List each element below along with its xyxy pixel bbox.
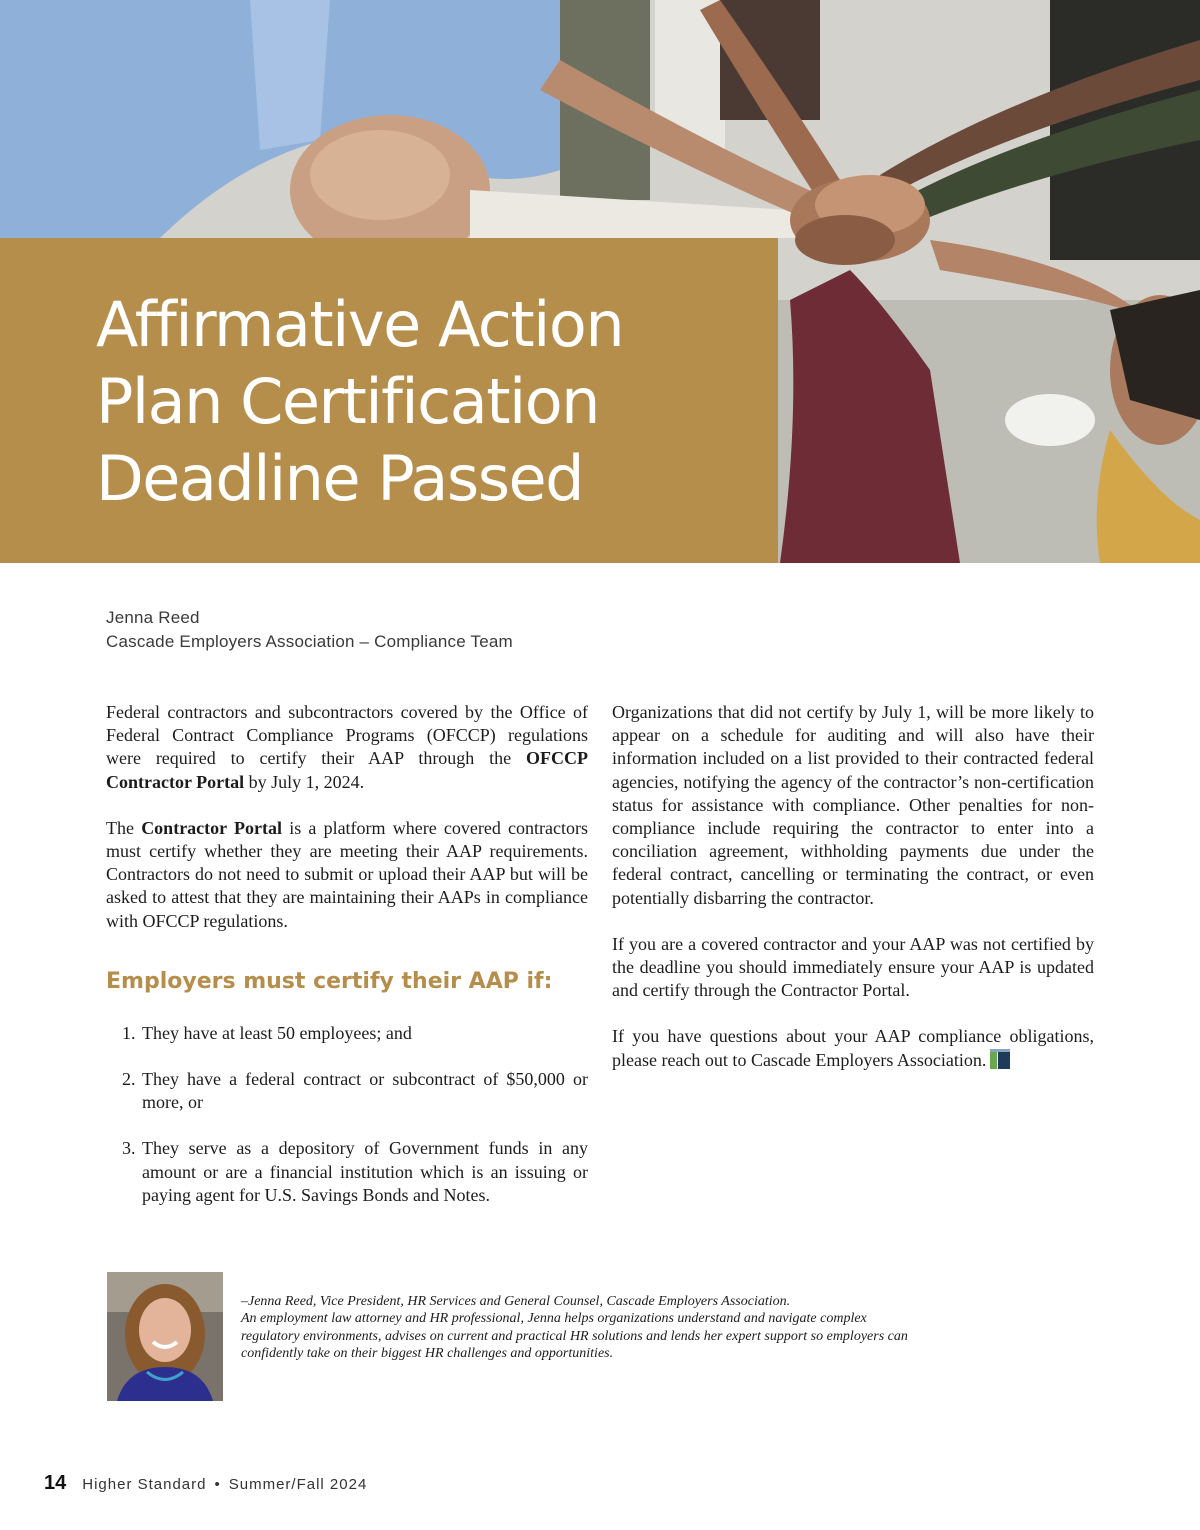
bio-line: An employment law attorney and HR professional, Jenna helps organizations understand and navigate complex	[241, 1311, 867, 1327]
author-photo	[107, 1272, 223, 1401]
text-run: If you have questions about your AAP compliance obligations, please reach out to Cascade Employers Association.	[612, 1026, 1094, 1070]
intro-paragraph	[106, 701, 588, 794]
action-paragraph: If you are a covered contractor and your AAP was not certified by the deadline you should immediately ensure your AAP is updated and certify through the Contractor Portal.	[612, 933, 1094, 1001]
issue-label: Summer/Fall 2024	[228, 1476, 368, 1493]
list-text: They serve as a depository of Government funds in any amount or are a financial institution which is an issuing or paying agent for U.S. Savings Bonds and Notes.	[142, 1138, 588, 1205]
list-text: They have a federal contract or subcontract of $50,000 or more, or	[142, 1069, 588, 1113]
page-footer	[44, 1472, 367, 1495]
byline	[106, 606, 513, 654]
text-run: is a platform where covered contractors must certify whether they are meeting their AAP requirements. Contractors do not need to submit or upload their AAP but will be asked to attest that they are maintaining their AAPs in compliance with OFCCP regulations.	[106, 817, 589, 931]
bio-line: –Jenna Reed, Vice President, HR Services and General Counsel, Cascade Employers Association.	[241, 1294, 791, 1309]
text-run: Federal contractors and subcontractors covered by the Office of Federal Contract Compliance Programs (OFCCP) regulations were required to certify their AAP through the	[106, 702, 588, 769]
text-run: The	[106, 817, 142, 838]
title-line: Deadline Passed	[96, 442, 584, 515]
list-text: They have at least 50 employees; and	[142, 1022, 412, 1043]
author-bio	[241, 1293, 1041, 1363]
right-column	[612, 701, 1094, 1095]
portal-name: OFCCP Contractor Portal	[106, 748, 588, 792]
publication-name: Higher Standard	[82, 1476, 207, 1493]
portal-name: Contractor Portal	[141, 817, 282, 838]
contact-paragraph	[612, 1025, 1094, 1071]
penalties-paragraph: Organizations that did not certify by July 1, will be more likely to appear on a schedule for auditing and will also have their information included on a list provided to their contracted federal agencies, notifying the agency of the contractor’s non-certification status for assistance with compliance. Other penalties for non-compliance include requiring the contractor to enter into a conciliation agreement, withholding payments due under the federal contract, cancelling or terminating the contract, or even potentially disbarring the contractor.	[612, 702, 1094, 908]
title-line: Affirmative Action	[96, 288, 624, 361]
list-item	[106, 1022, 588, 1045]
requirements-heading: Employers must certify their AAP if:	[106, 968, 553, 994]
separator-bullet: •	[214, 1476, 221, 1493]
requirements-list	[106, 1022, 588, 1207]
author-organization: Cascade Employers Association – Compliance Team	[106, 632, 513, 651]
left-column	[106, 701, 588, 1230]
list-item	[106, 1137, 588, 1207]
title-line: Plan Certification	[96, 365, 599, 438]
text-run: by July 1, 2024.	[244, 771, 365, 792]
page-number: 14	[44, 1472, 67, 1494]
list-item	[106, 1068, 588, 1114]
bio-line: regulatory environments, advises on current and practical HR solutions and lends her expert support so employers can	[241, 1328, 908, 1344]
list-number: 3.	[122, 1138, 136, 1159]
list-number: 1.	[122, 1022, 136, 1043]
article-title	[96, 286, 756, 517]
list-number: 2.	[122, 1069, 136, 1090]
bio-line: confidently take on their biggest HR challenges and opportunities.	[241, 1346, 614, 1362]
author-portrait	[107, 1272, 223, 1401]
portal-paragraph	[106, 817, 588, 933]
end-mark-icon	[990, 1049, 1010, 1069]
author-name: Jenna Reed	[106, 608, 200, 627]
